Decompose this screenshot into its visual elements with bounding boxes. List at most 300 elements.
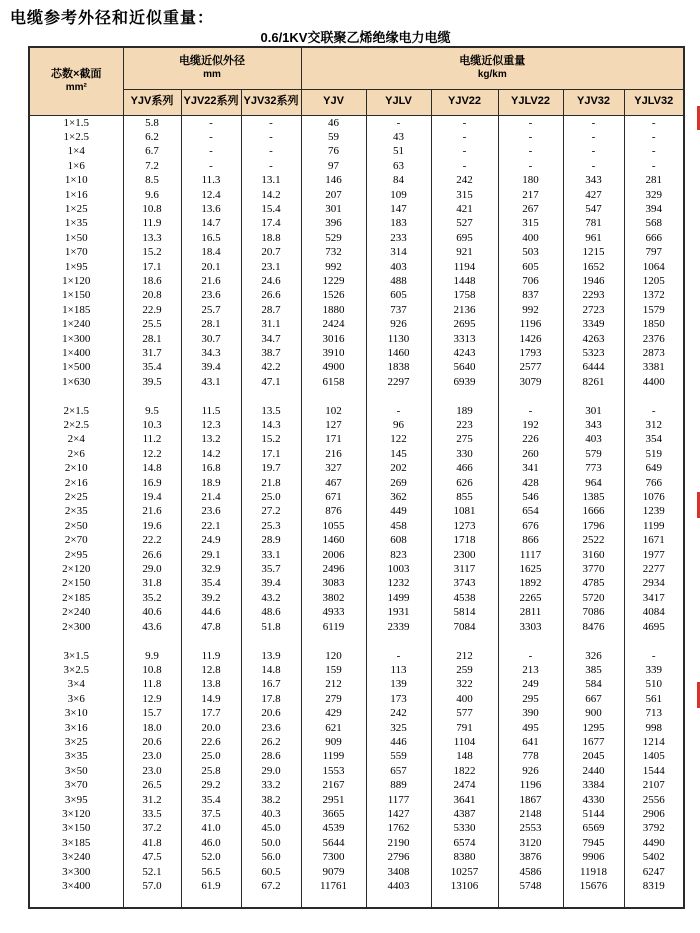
value-cell: 1526 <box>301 288 366 302</box>
value-cell: 561 <box>624 692 684 706</box>
value-cell: 5402 <box>624 850 684 864</box>
value-cell: 7945 <box>563 836 624 850</box>
value-cell: 38.7 <box>241 346 301 360</box>
value-cell: 242 <box>366 706 431 720</box>
table-subtitle: 0.6/1KV交联聚乙烯绝缘电力电缆 <box>260 30 451 45</box>
value-cell: 778 <box>498 749 563 763</box>
value-cell: 791 <box>431 721 498 735</box>
value-cell: 584 <box>563 677 624 691</box>
column-header-yjlv: YJLV <box>366 89 431 115</box>
value-cell: 2811 <box>498 605 563 619</box>
value-cell: 8319 <box>624 879 684 893</box>
value-cell: 1460 <box>366 346 431 360</box>
value-cell: 1003 <box>366 562 431 576</box>
spec-cell <box>29 389 123 403</box>
value-cell: 19.7 <box>241 461 301 475</box>
value-cell: 6569 <box>563 821 624 835</box>
value-cell: 855 <box>431 490 498 504</box>
value-cell: 7084 <box>431 620 498 634</box>
value-cell: 15676 <box>563 879 624 893</box>
value-cell: 1076 <box>624 490 684 504</box>
value-cell: 43.6 <box>123 620 181 634</box>
value-cell: 46.0 <box>181 836 241 850</box>
value-cell: 654 <box>498 504 563 518</box>
value-cell: 2300 <box>431 548 498 562</box>
value-cell: 546 <box>498 490 563 504</box>
value-cell: 992 <box>498 303 563 317</box>
value-cell: 3083 <box>301 576 366 590</box>
value-cell: 4785 <box>563 576 624 590</box>
value-cell: 6444 <box>563 360 624 374</box>
value-cell: 1117 <box>498 548 563 562</box>
value-cell: 2934 <box>624 576 684 590</box>
value-cell: 312 <box>624 418 684 432</box>
value-cell: 5640 <box>431 360 498 374</box>
value-cell: 641 <box>498 735 563 749</box>
value-cell: 1931 <box>366 605 431 619</box>
value-cell: 4387 <box>431 807 498 821</box>
value-cell: 2006 <box>301 548 366 562</box>
value-cell <box>563 893 624 908</box>
value-cell <box>366 893 431 908</box>
spec-cell: 2×1.5 <box>29 404 123 418</box>
value-cell: 67.2 <box>241 879 301 893</box>
value-cell: - <box>241 144 301 158</box>
table-row <box>29 663 684 677</box>
value-cell: - <box>181 159 241 173</box>
value-cell: 146 <box>301 173 366 187</box>
value-cell: 1104 <box>431 735 498 749</box>
value-cell: 26.2 <box>241 735 301 749</box>
value-cell: 21.6 <box>181 274 241 288</box>
value-cell: 18.8 <box>241 231 301 245</box>
spec-cell: 2×185 <box>29 591 123 605</box>
value-cell <box>498 389 563 403</box>
spec-cell: 3×2.5 <box>29 663 123 677</box>
table-row <box>29 346 684 360</box>
spec-column-header <box>29 47 123 115</box>
value-cell: 11.5 <box>181 404 241 418</box>
value-cell: 63 <box>366 159 431 173</box>
value-cell: 14.9 <box>181 692 241 706</box>
value-cell: 18.0 <box>123 721 181 735</box>
value-cell <box>498 634 563 648</box>
value-cell: 1081 <box>431 504 498 518</box>
value-cell: 17.1 <box>241 447 301 461</box>
diameter-group-label: 电缆近似外径 <box>179 55 245 68</box>
value-cell <box>624 389 684 403</box>
value-cell: 14.3 <box>241 418 301 432</box>
spec-cell: 1×240 <box>29 317 123 331</box>
value-cell: 7300 <box>301 850 366 864</box>
value-cell: - <box>498 159 563 173</box>
value-cell: 1239 <box>624 504 684 518</box>
value-cell: 37.2 <box>123 821 181 835</box>
value-cell: - <box>624 649 684 663</box>
value-cell: 926 <box>498 764 563 778</box>
value-cell: 3303 <box>498 620 563 634</box>
value-cell <box>301 634 366 648</box>
value-cell: 1232 <box>366 576 431 590</box>
value-cell: 39.4 <box>181 360 241 374</box>
value-cell: 1579 <box>624 303 684 317</box>
value-cell: - <box>624 404 684 418</box>
value-cell: 5144 <box>563 807 624 821</box>
value-cell: 15.2 <box>241 432 301 446</box>
value-cell: 329 <box>624 188 684 202</box>
spec-cell: 2×2.5 <box>29 418 123 432</box>
value-cell: - <box>498 130 563 144</box>
value-cell: 2440 <box>563 764 624 778</box>
value-cell: 28.7 <box>241 303 301 317</box>
value-cell <box>181 893 241 908</box>
table-row <box>29 274 684 288</box>
value-cell: 2107 <box>624 778 684 792</box>
value-cell: 1194 <box>431 260 498 274</box>
value-cell: 11.8 <box>123 677 181 691</box>
spec-cell: 1×630 <box>29 375 123 389</box>
value-cell: 9.9 <box>123 649 181 663</box>
value-cell: 1499 <box>366 591 431 605</box>
column-header-yjv22: YJV22 <box>431 89 498 115</box>
value-cell: 28.9 <box>241 533 301 547</box>
value-cell: 2695 <box>431 317 498 331</box>
value-cell: 47.5 <box>123 850 181 864</box>
value-cell: 279 <box>301 692 366 706</box>
value-cell: 59 <box>301 130 366 144</box>
value-cell: 35.4 <box>123 360 181 374</box>
diameter-group-unit: mm <box>203 68 221 80</box>
spec-cell: 1×300 <box>29 332 123 346</box>
value-cell: 52.0 <box>181 850 241 864</box>
value-cell: 2796 <box>366 850 431 864</box>
value-cell <box>181 389 241 403</box>
table-row <box>29 850 684 864</box>
value-cell: 192 <box>498 418 563 432</box>
value-cell: - <box>181 130 241 144</box>
value-cell: 10.8 <box>123 202 181 216</box>
table-row <box>29 548 684 562</box>
spec-cell: 1×2.5 <box>29 130 123 144</box>
value-cell: 15.4 <box>241 202 301 216</box>
spec-cell: 3×70 <box>29 778 123 792</box>
value-cell: - <box>241 115 301 130</box>
value-cell: 1892 <box>498 576 563 590</box>
spec-cell <box>29 893 123 908</box>
spec-cell: 1×95 <box>29 260 123 274</box>
value-cell: - <box>366 649 431 663</box>
value-cell: 41.0 <box>181 821 241 835</box>
value-cell: 34.7 <box>241 332 301 346</box>
value-cell: 127 <box>301 418 366 432</box>
value-cell <box>624 634 684 648</box>
value-cell: 2339 <box>366 620 431 634</box>
value-cell: - <box>563 115 624 130</box>
value-cell: 400 <box>498 231 563 245</box>
weight-group-header <box>301 47 684 89</box>
value-cell: 2474 <box>431 778 498 792</box>
value-cell: 1758 <box>431 288 498 302</box>
value-cell: 23.6 <box>181 504 241 518</box>
table-row <box>29 231 684 245</box>
value-cell: 25.3 <box>241 519 301 533</box>
column-header-yjv22-series: YJV22系列 <box>181 89 241 115</box>
table-row <box>29 562 684 576</box>
value-cell: 16.5 <box>181 231 241 245</box>
value-cell: 1055 <box>301 519 366 533</box>
value-cell <box>241 389 301 403</box>
table-row <box>29 677 684 691</box>
value-cell: 32.9 <box>181 562 241 576</box>
value-cell: 22.1 <box>181 519 241 533</box>
value-cell: 84 <box>366 173 431 187</box>
value-cell: 3313 <box>431 332 498 346</box>
value-cell: 4263 <box>563 332 624 346</box>
value-cell: 998 <box>624 721 684 735</box>
value-cell: 1677 <box>563 735 624 749</box>
value-cell: 122 <box>366 432 431 446</box>
value-cell: 737 <box>366 303 431 317</box>
spec-cell: 1×500 <box>29 360 123 374</box>
value-cell: 47.8 <box>181 620 241 634</box>
table-row <box>29 749 684 763</box>
value-cell: 2906 <box>624 807 684 821</box>
spec-cell: 1×4 <box>29 144 123 158</box>
value-cell: 14.7 <box>181 216 241 230</box>
value-cell: 25.5 <box>123 317 181 331</box>
value-cell: 212 <box>431 649 498 663</box>
value-cell: 16.9 <box>123 476 181 490</box>
value-cell: 1652 <box>563 260 624 274</box>
value-cell <box>563 634 624 648</box>
value-cell: 3665 <box>301 807 366 821</box>
value-cell: 7.2 <box>123 159 181 173</box>
value-cell <box>181 634 241 648</box>
value-cell: 608 <box>366 533 431 547</box>
value-cell: 97 <box>301 159 366 173</box>
value-cell: 837 <box>498 288 563 302</box>
value-cell: 1199 <box>301 749 366 763</box>
value-cell: 51 <box>366 144 431 158</box>
value-cell: 1273 <box>431 519 498 533</box>
spec-cell: 2×240 <box>29 605 123 619</box>
table-row <box>29 432 684 446</box>
value-cell: 3641 <box>431 793 498 807</box>
value-cell: 28.1 <box>181 317 241 331</box>
value-cell: 21.4 <box>181 490 241 504</box>
value-cell: 13.2 <box>181 432 241 446</box>
value-cell <box>366 634 431 648</box>
value-cell: 33.2 <box>241 778 301 792</box>
value-cell: 12.9 <box>123 692 181 706</box>
table-row <box>29 807 684 821</box>
value-cell: 2293 <box>563 288 624 302</box>
value-cell: 992 <box>301 260 366 274</box>
value-cell: 1762 <box>366 821 431 835</box>
value-cell: 671 <box>301 490 366 504</box>
table-row <box>29 836 684 850</box>
value-cell: - <box>498 649 563 663</box>
value-cell: 10.3 <box>123 418 181 432</box>
value-cell: 3792 <box>624 821 684 835</box>
value-cell: 10.8 <box>123 663 181 677</box>
value-cell: 8.5 <box>123 173 181 187</box>
table-row <box>29 576 684 590</box>
value-cell: 900 <box>563 706 624 720</box>
value-cell: 823 <box>366 548 431 562</box>
value-cell: 159 <box>301 663 366 677</box>
value-cell: 1553 <box>301 764 366 778</box>
value-cell: 28.6 <box>241 749 301 763</box>
table-header <box>29 47 684 115</box>
value-cell: 17.4 <box>241 216 301 230</box>
value-cell: 3349 <box>563 317 624 331</box>
value-cell: - <box>624 144 684 158</box>
value-cell: 876 <box>301 504 366 518</box>
value-cell: 33.5 <box>123 807 181 821</box>
value-cell: - <box>431 144 498 158</box>
value-cell: 354 <box>624 432 684 446</box>
value-cell: 14.2 <box>181 447 241 461</box>
value-cell: 13.3 <box>123 231 181 245</box>
value-cell: 12.3 <box>181 418 241 432</box>
value-cell: 4400 <box>624 375 684 389</box>
spec-cell: 2×16 <box>29 476 123 490</box>
header-series-row <box>29 89 684 115</box>
value-cell: 394 <box>624 202 684 216</box>
value-cell: 9.6 <box>123 188 181 202</box>
value-cell: 6119 <box>301 620 366 634</box>
value-cell: 327 <box>301 461 366 475</box>
value-cell: 13.9 <box>241 649 301 663</box>
value-cell: 1295 <box>563 721 624 735</box>
value-cell: 20.0 <box>181 721 241 735</box>
table-row <box>29 533 684 547</box>
value-cell: 15.2 <box>123 245 181 259</box>
value-cell: 39.5 <box>123 375 181 389</box>
value-cell: 145 <box>366 447 431 461</box>
value-cell: 259 <box>431 663 498 677</box>
value-cell: 2522 <box>563 533 624 547</box>
value-cell: 466 <box>431 461 498 475</box>
spec-cell: 1×16 <box>29 188 123 202</box>
value-cell: - <box>498 404 563 418</box>
value-cell: 3417 <box>624 591 684 605</box>
value-cell: 4933 <box>301 605 366 619</box>
value-cell: - <box>366 115 431 130</box>
table-row <box>29 821 684 835</box>
table-row <box>29 317 684 331</box>
value-cell: 8476 <box>563 620 624 634</box>
value-cell: 4586 <box>498 865 563 879</box>
table-row <box>29 202 684 216</box>
value-cell: - <box>366 404 431 418</box>
value-cell: 362 <box>366 490 431 504</box>
spec-cell: 3×185 <box>29 836 123 850</box>
value-cell: 223 <box>431 418 498 432</box>
value-cell: 1215 <box>563 245 624 259</box>
value-cell: - <box>624 115 684 130</box>
value-cell: 11.3 <box>181 173 241 187</box>
value-cell: 40.6 <box>123 605 181 619</box>
value-cell: 1544 <box>624 764 684 778</box>
value-cell: 1205 <box>624 274 684 288</box>
value-cell: 2277 <box>624 562 684 576</box>
table-row <box>29 649 684 663</box>
value-cell: 5814 <box>431 605 498 619</box>
value-cell: 9079 <box>301 865 366 879</box>
value-cell: 341 <box>498 461 563 475</box>
value-cell: 1385 <box>563 490 624 504</box>
value-cell: 458 <box>366 519 431 533</box>
value-cell: 5720 <box>563 591 624 605</box>
value-cell: 43 <box>366 130 431 144</box>
value-cell: 1130 <box>366 332 431 346</box>
value-cell: 568 <box>624 216 684 230</box>
value-cell: 3876 <box>498 850 563 864</box>
value-cell: 19.6 <box>123 519 181 533</box>
spec-cell: 2×6 <box>29 447 123 461</box>
spec-cell: 1×185 <box>29 303 123 317</box>
value-cell: 50.0 <box>241 836 301 850</box>
value-cell: 16.8 <box>181 461 241 475</box>
value-cell: 3120 <box>498 836 563 850</box>
value-cell: 2723 <box>563 303 624 317</box>
value-cell: 113 <box>366 663 431 677</box>
column-header-yjv32-series: YJV32系列 <box>241 89 301 115</box>
value-cell: 37.5 <box>181 807 241 821</box>
value-cell: 4243 <box>431 346 498 360</box>
value-cell: 467 <box>301 476 366 490</box>
value-cell: 14.2 <box>241 188 301 202</box>
value-cell: 233 <box>366 231 431 245</box>
table-row <box>29 130 684 144</box>
value-cell: 713 <box>624 706 684 720</box>
value-cell: 1426 <box>498 332 563 346</box>
value-cell: 1196 <box>498 778 563 792</box>
value-cell: 23.6 <box>241 721 301 735</box>
value-cell: 25.8 <box>181 764 241 778</box>
value-cell: 33.1 <box>241 548 301 562</box>
value-cell: - <box>241 159 301 173</box>
value-cell: 226 <box>498 432 563 446</box>
value-cell: 147 <box>366 202 431 216</box>
table-row <box>29 245 684 259</box>
cable-spec-table <box>28 46 685 909</box>
value-cell: 180 <box>498 173 563 187</box>
table-row <box>29 865 684 879</box>
table-row <box>29 706 684 720</box>
value-cell: 3381 <box>624 360 684 374</box>
value-cell: 30.7 <box>181 332 241 346</box>
value-cell: 17.7 <box>181 706 241 720</box>
value-cell: - <box>624 130 684 144</box>
value-cell: 281 <box>624 173 684 187</box>
value-cell: 2553 <box>498 821 563 835</box>
value-cell <box>241 634 301 648</box>
weight-group-unit: kg/km <box>477 68 507 80</box>
value-cell: 343 <box>563 173 624 187</box>
value-cell <box>241 893 301 908</box>
table-row <box>29 778 684 792</box>
value-cell: 6.2 <box>123 130 181 144</box>
spec-cell: 3×400 <box>29 879 123 893</box>
value-cell: 13.1 <box>241 173 301 187</box>
spec-cell: 3×25 <box>29 735 123 749</box>
value-cell: 2424 <box>301 317 366 331</box>
value-cell <box>431 893 498 908</box>
value-cell: 421 <box>431 202 498 216</box>
